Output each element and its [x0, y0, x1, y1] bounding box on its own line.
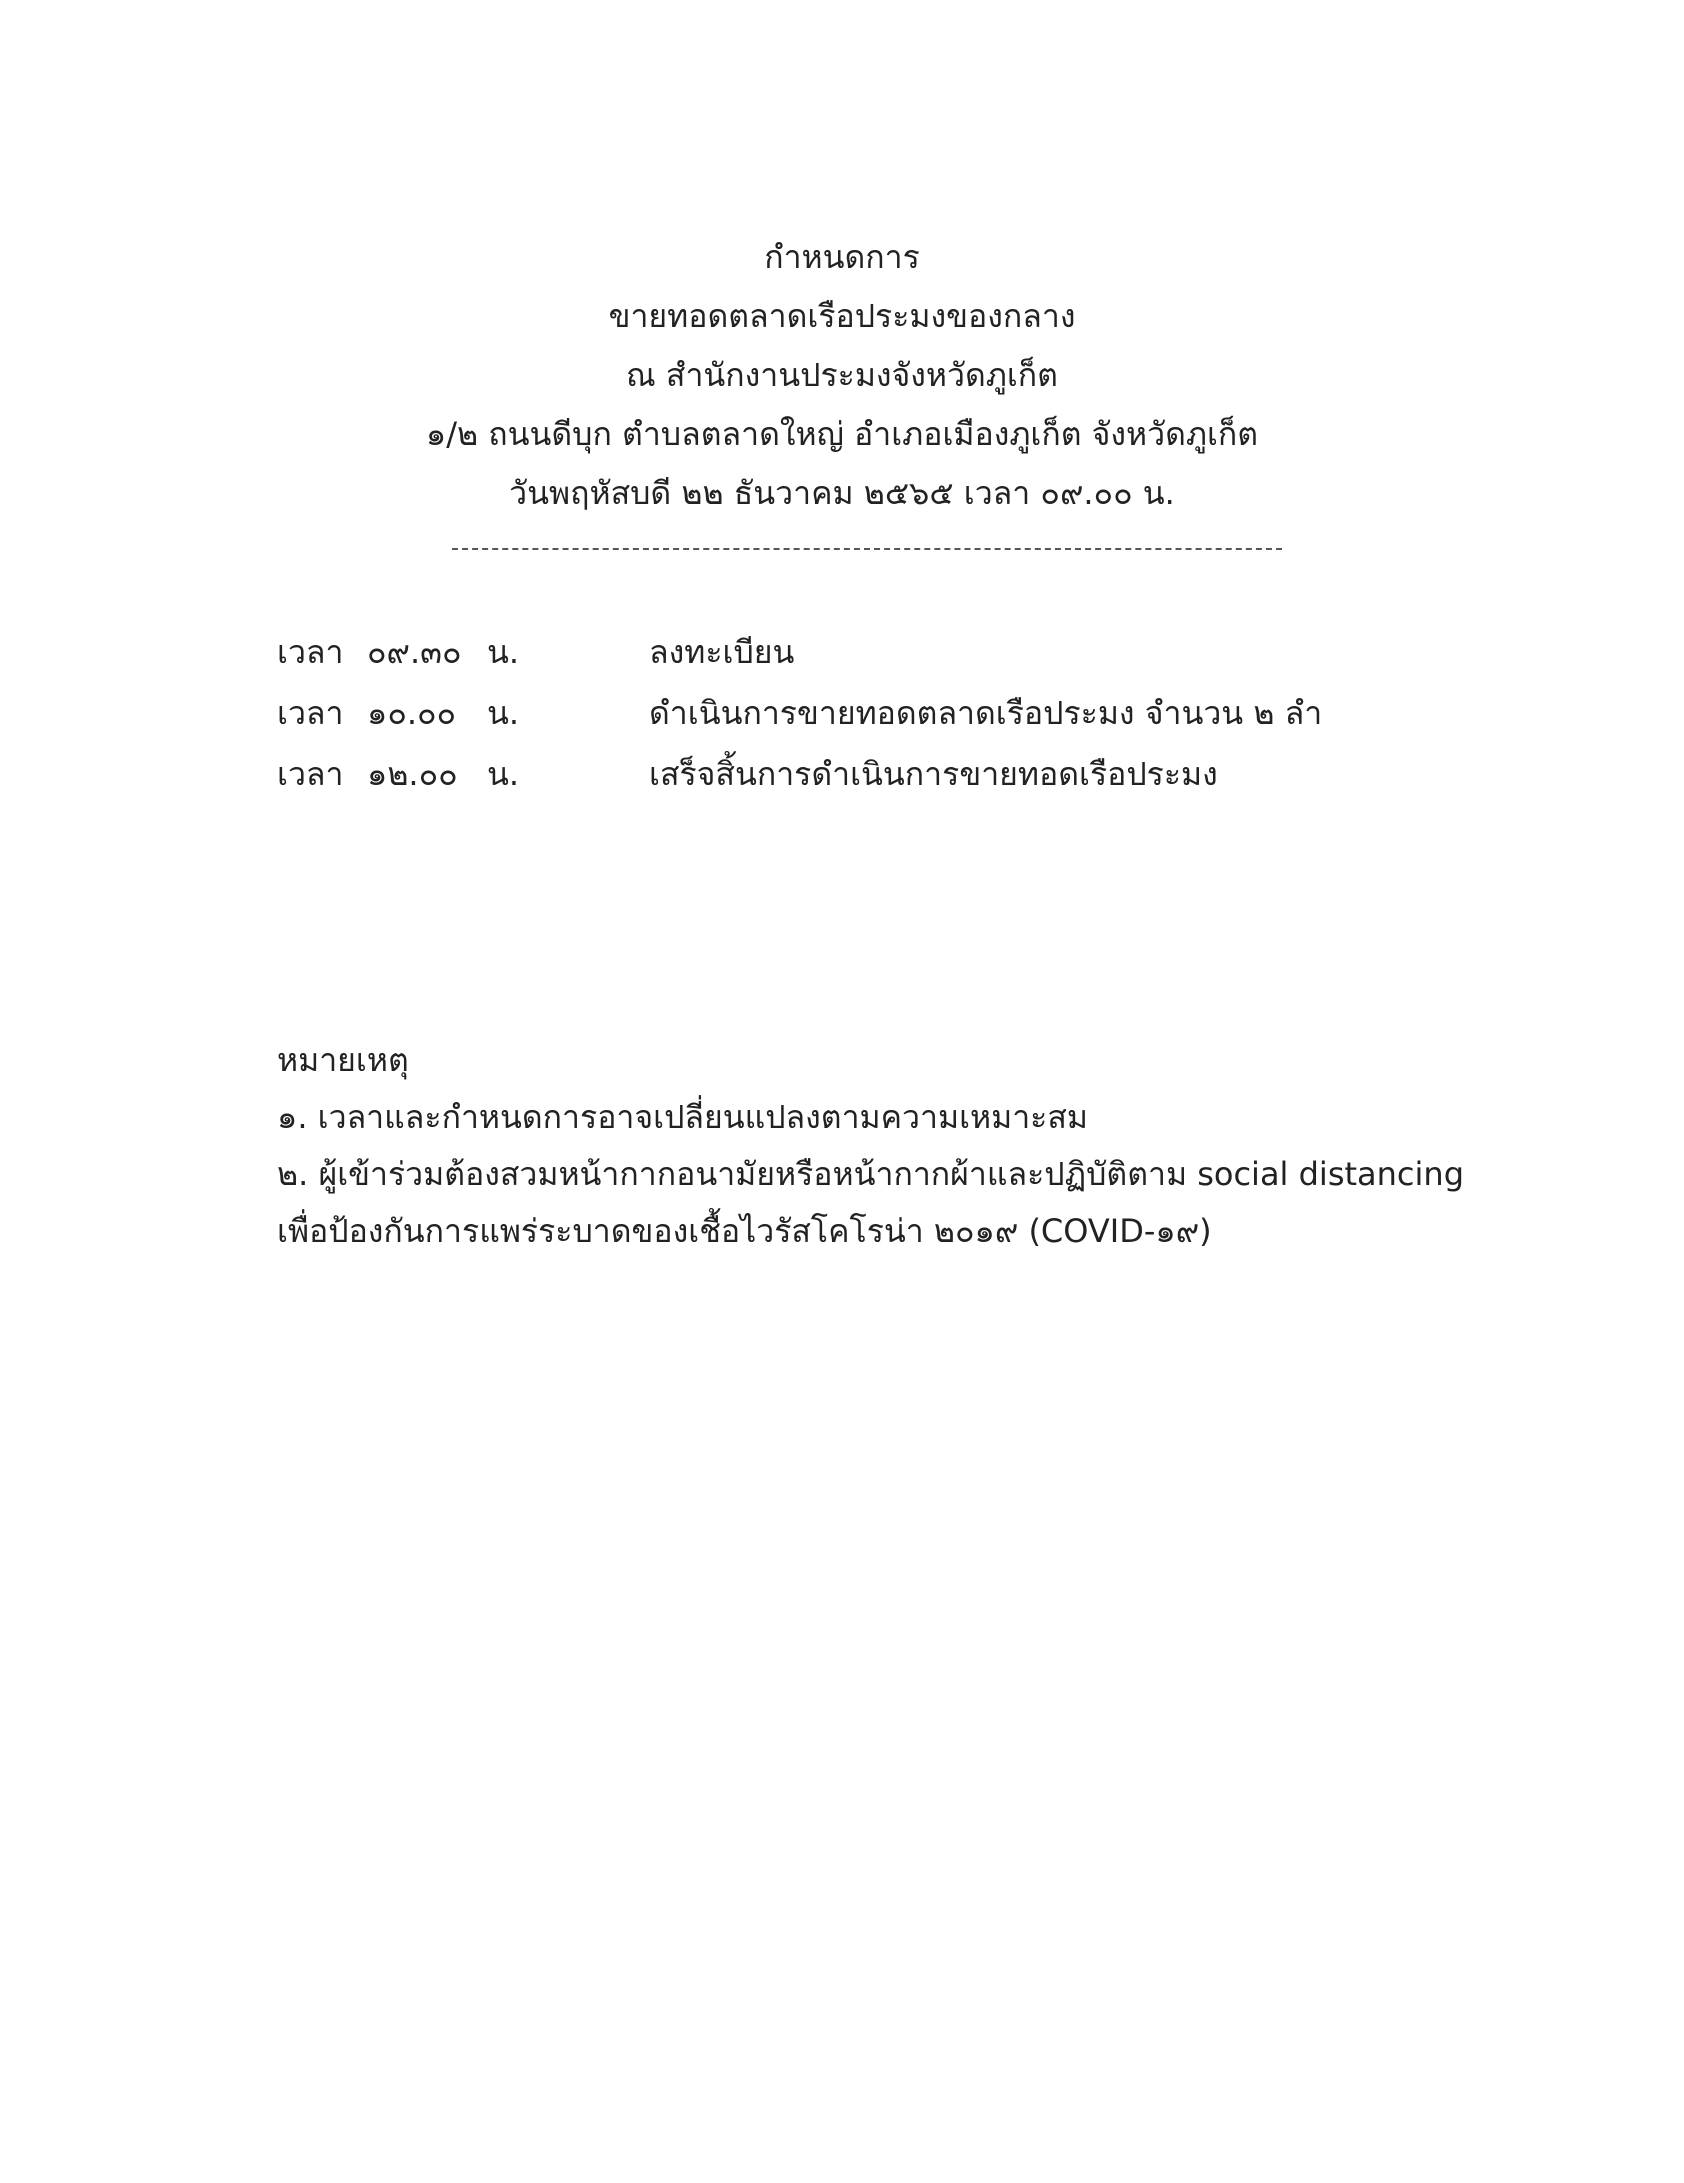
note-item-continuation: เพื่อป้องกันการแพร่ระบาดของเชื้อไวรัสโคโรน่า ๒๐๑๙ (COVID-๑๙): [277, 1212, 1212, 1250]
schedule-label: เวลา: [277, 755, 344, 793]
schedule-row: [277, 744, 1477, 805]
note-item: ๑. เวลาและกำหนดการอาจเปลี่ยนแปลงตามความเหมาะสม: [277, 1098, 1088, 1136]
schedule-time: ๑๐.๐๐: [367, 694, 457, 732]
schedule-activity: ดำเนินการขายทอดตลาดเรือประมง จำนวน ๒ ลำ: [649, 694, 1323, 732]
header-divider: [452, 548, 1282, 550]
schedule-unit: น.: [487, 633, 520, 671]
header-date: วันพฤหัสบดี ๒๒ ธันวาคม ๒๕๖๕ เวลา ๐๙.๐๐ น.: [509, 474, 1175, 512]
note-item: ๒. ผู้เข้าร่วมต้องสวมหน้ากากอนามัยหรือหน้ากากผ้าและปฏิบัติตาม social distancing: [277, 1155, 1464, 1193]
header-venue: ณ สำนักงานประมงจังหวัดภูเก็ต: [626, 356, 1058, 394]
header-title: กำหนดการ: [764, 238, 920, 276]
schedule-label: เวลา: [277, 694, 344, 732]
document-header: [0, 228, 1684, 523]
schedule-unit: น.: [487, 755, 520, 793]
header-address: ๑/๒ ถนนดีบุก ตำบลตลาดใหญ่ อำเภอเมืองภูเก็ต จังหวัดภูเก็ต: [425, 415, 1259, 453]
schedule-label: เวลา: [277, 633, 344, 671]
notes-section: [277, 1032, 1464, 1260]
schedule-row: [277, 683, 1477, 744]
schedule-time: ๑๒.๐๐: [367, 755, 458, 793]
notes-heading: หมายเหตุ: [277, 1041, 409, 1079]
schedule-list: [277, 622, 1477, 805]
schedule-time: ๐๙.๓๐: [367, 633, 462, 671]
schedule-activity: เสร็จสิ้นการดำเนินการขายทอดเรือประมง: [649, 755, 1218, 793]
schedule-row: [277, 622, 1477, 683]
header-subject: ขายทอดตลาดเรือประมงของกลาง: [608, 297, 1076, 335]
schedule-activity: ลงทะเบียน: [649, 633, 795, 671]
schedule-unit: น.: [487, 694, 520, 732]
